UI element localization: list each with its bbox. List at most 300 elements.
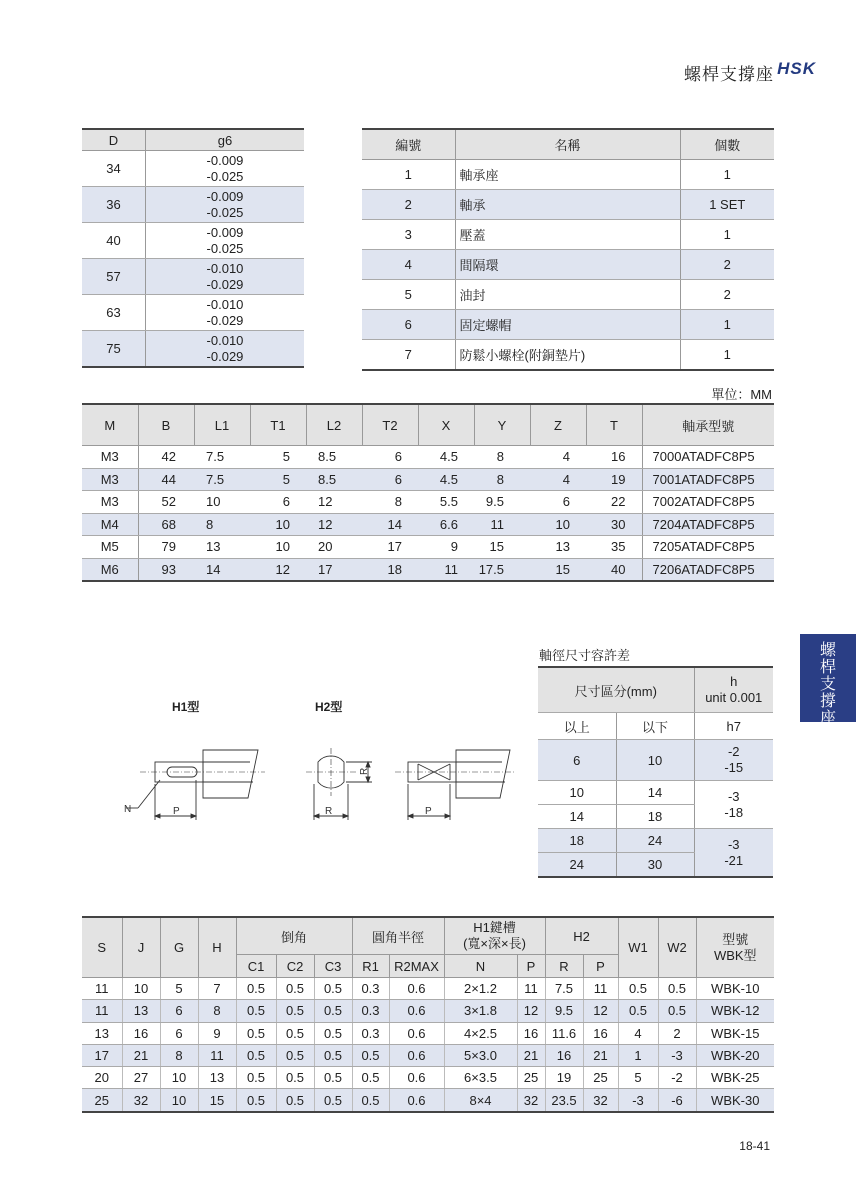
col-header-name: 名稱 xyxy=(455,129,680,160)
wbk-cell: 16 xyxy=(517,1022,545,1044)
dimension-table xyxy=(82,403,774,582)
h-unit-header xyxy=(694,667,773,713)
wbk-cell: 0.5 xyxy=(236,978,276,1000)
part-qty-cell: 1 xyxy=(680,160,774,190)
d-cell: 63 xyxy=(82,295,145,331)
col-header-no: 編號 xyxy=(362,129,455,160)
dimension-cell: 52 xyxy=(138,491,194,514)
wbk-cell: 11 xyxy=(82,978,122,1000)
wbk-cell: 11.6 xyxy=(545,1022,583,1044)
wbk-cell: WBK-30 xyxy=(696,1089,774,1112)
above-header: 以上 xyxy=(538,713,616,740)
wbk-cell: 0.6 xyxy=(389,1089,444,1112)
part-name-cell: 間隔環 xyxy=(455,250,680,280)
dimension-cell: 9.5 xyxy=(474,491,530,514)
dimension-cell: M4 xyxy=(82,513,138,536)
part-no-cell: 7 xyxy=(362,340,455,371)
g6-lower: -0.025 xyxy=(206,240,244,256)
wbk-cell: 32 xyxy=(517,1089,545,1112)
part-qty-cell: 1 xyxy=(723,347,731,362)
wbk-cell: 0.6 xyxy=(389,978,444,1000)
dimension-cell: 7205ATADFC8P5 xyxy=(642,536,774,559)
wbk-cell: 0.5 xyxy=(236,1089,276,1112)
dimension-cell: 15 xyxy=(474,536,530,559)
col-header-p: P xyxy=(517,955,545,978)
dimension-cell: 16 xyxy=(586,446,642,469)
h1-keyway-title: H1鍵槽 xyxy=(473,920,516,935)
dimension-cell: 11 xyxy=(474,513,530,536)
dimension-cell: 8 xyxy=(362,491,418,514)
g6-lower: -0.025 xyxy=(206,204,244,220)
dimension-cell: 10 xyxy=(530,513,586,536)
d-cell: 75 xyxy=(82,331,145,368)
d-cell: 34 xyxy=(82,151,145,187)
tolerance-upper: -3 xyxy=(727,836,740,852)
wbk-cell: 3×1.8 xyxy=(444,1000,517,1022)
dimension-cell: 20 xyxy=(306,536,362,559)
dimension-cell: 12 xyxy=(306,513,362,536)
dimension-cell: 15 xyxy=(530,558,586,581)
wbk-cell: 8 xyxy=(160,1044,198,1066)
g6-cell xyxy=(145,151,304,187)
part-no-cell: 6 xyxy=(362,310,455,340)
table-row xyxy=(82,1067,774,1089)
h-header: h xyxy=(730,674,738,689)
col-header-p2: P xyxy=(583,955,618,978)
g6-cell xyxy=(145,223,304,259)
side-section-tab[interactable] xyxy=(800,634,856,727)
wbk-cell: 0.5 xyxy=(314,1000,352,1022)
part-name-cell: 壓蓋 xyxy=(455,220,680,250)
wbk-cell: 0.5 xyxy=(236,1067,276,1089)
dimension-cell: 10 xyxy=(194,491,250,514)
wbk-cell: 0.5 xyxy=(314,1022,352,1044)
wbk-cell: 0.5 xyxy=(658,978,696,1000)
range-to: 30 xyxy=(616,853,694,878)
brand-logo: HSK xyxy=(777,59,816,78)
table-row xyxy=(82,536,774,559)
dimension-cell: 4 xyxy=(530,446,586,469)
wbk-cell: 0.5 xyxy=(276,1067,314,1089)
dimension-cell: M6 xyxy=(82,558,138,581)
model-sub: WBK型 xyxy=(713,947,757,963)
dimension-cell: 40 xyxy=(586,558,642,581)
part-no-cell: 1 xyxy=(362,160,455,190)
table-row xyxy=(362,250,774,280)
tolerance-value-cell xyxy=(694,740,773,781)
wbk-cell: 0.5 xyxy=(352,1044,389,1066)
model-title: 型號 xyxy=(722,931,749,947)
wbk-cell: 11 xyxy=(517,978,545,1000)
h1-shaft-drawing xyxy=(124,750,265,820)
wbk-cell: 25 xyxy=(82,1089,122,1112)
tolerance-value-cell xyxy=(694,781,773,829)
wbk-cell: 0.5 xyxy=(314,1044,352,1066)
tolerance-table xyxy=(538,666,773,878)
dimension-cell: M3 xyxy=(82,468,138,491)
col-header: X xyxy=(418,404,474,446)
part-no-cell: 5 xyxy=(362,280,455,310)
h2-type-label: H2型 xyxy=(315,700,343,714)
shaft-tolerance-body xyxy=(82,151,304,368)
h2-end-view xyxy=(306,748,372,820)
wbk-cell: 27 xyxy=(122,1067,160,1089)
col-header-c2: C2 xyxy=(276,955,314,978)
g6-lower: -0.029 xyxy=(206,276,244,292)
wbk-dimension-table xyxy=(82,916,774,1113)
g6-upper: -0.009 xyxy=(206,188,244,204)
wbk-cell: 21 xyxy=(122,1044,160,1066)
dimension-cell: 30 xyxy=(586,513,642,536)
wbk-cell: 0.5 xyxy=(276,1089,314,1112)
wbk-cell: 15 xyxy=(198,1089,236,1112)
table-row xyxy=(82,1022,774,1044)
wbk-cell: 13 xyxy=(82,1022,122,1044)
wbk-cell: 11 xyxy=(583,978,618,1000)
side-tab-label: 螺桿支撐座 xyxy=(819,642,836,727)
table-row xyxy=(82,295,304,331)
part-qty-cell: 2 xyxy=(680,250,774,280)
dimension-cell: 6 xyxy=(250,491,306,514)
wbk-cell: 0.6 xyxy=(389,1000,444,1022)
col-header-c3: C3 xyxy=(314,955,352,978)
dimension-cell: 12 xyxy=(306,491,362,514)
wbk-cell: 6×3.5 xyxy=(444,1067,517,1089)
wbk-cell: 1 xyxy=(618,1044,658,1066)
dimension-cell: 79 xyxy=(138,536,194,559)
part-qty-cell: 1 SET xyxy=(680,190,774,220)
dimension-cell: 13 xyxy=(530,536,586,559)
part-name-cell: 軸承座 xyxy=(455,160,680,190)
dimension-cell: 8 xyxy=(194,513,250,536)
wbk-cell: 0.5 xyxy=(314,1089,352,1112)
dimension-cell: 5 xyxy=(250,446,306,469)
h1-type-label: H1型 xyxy=(172,700,200,714)
wbk-cell: 0.5 xyxy=(276,1022,314,1044)
page-number: 18-41 xyxy=(739,1139,770,1153)
table-row xyxy=(362,310,774,340)
dimension-cell: 7204ATADFC8P5 xyxy=(642,513,774,536)
wbk-cell: WBK-20 xyxy=(696,1044,774,1066)
table-row xyxy=(362,160,774,190)
range-from: 18 xyxy=(538,829,616,853)
col-header-qty: 個數 xyxy=(680,129,774,160)
dimension-cell: 12 xyxy=(250,558,306,581)
g6-lower: -0.029 xyxy=(206,348,244,364)
table-row xyxy=(362,280,774,310)
shaft-end-diagram xyxy=(110,740,520,830)
wbk-cell: 16 xyxy=(545,1044,583,1066)
col-header-r1: R1 xyxy=(352,955,389,978)
dimension-cell: M3 xyxy=(82,491,138,514)
wbk-cell: 13 xyxy=(198,1067,236,1089)
part-qty-cell: 1 xyxy=(680,220,774,250)
table-row xyxy=(82,978,774,1000)
dimension-body xyxy=(82,446,774,582)
part-no-cell: 4 xyxy=(362,250,455,280)
parts-body xyxy=(362,160,774,371)
wbk-body xyxy=(82,978,774,1112)
wbk-cell: 0.6 xyxy=(389,1022,444,1044)
dimension-cell: 11 xyxy=(418,558,474,581)
h2-r-bottom-label: R xyxy=(325,806,333,817)
dimension-cell: 93 xyxy=(138,558,194,581)
g6-upper: -0.009 xyxy=(206,152,244,168)
wbk-cell: 2×1.2 xyxy=(444,978,517,1000)
dimension-cell: 7000ATADFC8P5 xyxy=(642,446,774,469)
wbk-cell: 12 xyxy=(517,1000,545,1022)
g6-upper: -0.009 xyxy=(206,224,244,240)
col-header-w2: W2 xyxy=(658,917,696,978)
col-header-c1: C1 xyxy=(236,955,276,978)
wbk-cell: -3 xyxy=(618,1089,658,1112)
range-from: 6 xyxy=(538,740,616,781)
wbk-cell: 0.5 xyxy=(276,1044,314,1066)
dimension-cell: 17 xyxy=(362,536,418,559)
part-name-cell: 防鬆小螺栓(附銅墊片) xyxy=(455,340,680,371)
g6-cell xyxy=(145,295,304,331)
wbk-cell: 0.3 xyxy=(352,1022,389,1044)
col-header-model xyxy=(696,917,774,978)
table-row xyxy=(362,220,774,250)
dimension-cell: 17.5 xyxy=(474,558,530,581)
dimension-cell: 44 xyxy=(138,468,194,491)
dimension-cell: 68 xyxy=(138,513,194,536)
dimension-cell: 10 xyxy=(250,513,306,536)
wbk-cell: 12 xyxy=(583,1000,618,1022)
wbk-cell: 11 xyxy=(82,1000,122,1022)
wbk-cell: WBK-15 xyxy=(696,1022,774,1044)
dimension-cell: 4.5 xyxy=(418,468,474,491)
range-from: 24 xyxy=(538,853,616,878)
dimension-cell: 5 xyxy=(250,468,306,491)
tolerance-lower: -18 xyxy=(724,804,744,820)
table-row xyxy=(82,446,774,469)
table-row xyxy=(82,259,304,295)
g6-cell xyxy=(145,331,304,368)
col-header-n: N xyxy=(444,955,517,978)
col-header-j: J xyxy=(122,917,160,978)
range-to: 24 xyxy=(616,829,694,853)
col-header-h1-keyway xyxy=(444,917,545,955)
tolerance-value-cell xyxy=(694,829,773,878)
dimension-cell: 18 xyxy=(362,558,418,581)
wbk-cell: 32 xyxy=(583,1089,618,1112)
wbk-cell: 5×3.0 xyxy=(444,1044,517,1066)
wbk-cell: 6 xyxy=(160,1022,198,1044)
wbk-cell: 23.5 xyxy=(545,1089,583,1112)
g6-cell xyxy=(145,259,304,295)
col-header-r2max: R2MAX xyxy=(389,955,444,978)
wbk-cell: WBK-25 xyxy=(696,1067,774,1089)
col-header: L2 xyxy=(306,404,362,446)
tolerance-upper: -2 xyxy=(727,744,740,759)
wbk-cell: 16 xyxy=(583,1022,618,1044)
table-row xyxy=(82,513,774,536)
col-header-s: S xyxy=(82,917,122,978)
col-header-g6: g6 xyxy=(145,129,304,151)
dimension-cell: 7.5 xyxy=(194,446,250,469)
table-row xyxy=(362,340,774,371)
h2-r-side-label: R xyxy=(359,767,370,775)
wbk-cell: 4 xyxy=(618,1022,658,1044)
wbk-cell: 0.3 xyxy=(352,978,389,1000)
dimension-cell: 5.5 xyxy=(418,491,474,514)
range-to: 14 xyxy=(616,781,694,805)
dimension-cell: 8.5 xyxy=(306,446,362,469)
col-header-h: H xyxy=(198,917,236,978)
parts-table xyxy=(362,128,774,371)
wbk-cell: 10 xyxy=(122,978,160,1000)
wbk-cell: WBK-10 xyxy=(696,978,774,1000)
part-name-cell: 軸承 xyxy=(455,190,680,220)
col-header-g: G xyxy=(160,917,198,978)
col-header: Y xyxy=(474,404,530,446)
h1-n-label: N xyxy=(124,804,132,815)
dimension-cell: 17 xyxy=(306,558,362,581)
dimension-cell: 14 xyxy=(362,513,418,536)
wbk-cell: 19 xyxy=(545,1067,583,1089)
wbk-cell: 0.5 xyxy=(352,1089,389,1112)
wbk-cell: 8×4 xyxy=(444,1089,517,1112)
table-row xyxy=(82,151,304,187)
col-header: M xyxy=(82,404,138,446)
wbk-cell: -2 xyxy=(658,1067,696,1089)
wbk-cell: 0.5 xyxy=(236,1000,276,1022)
grade-header: h7 xyxy=(694,713,773,740)
dimension-cell: 8.5 xyxy=(306,468,362,491)
dimension-cell: 8 xyxy=(474,446,530,469)
g6-lower: -0.025 xyxy=(206,168,244,184)
wbk-cell: 6 xyxy=(160,1000,198,1022)
wbk-cell: 5 xyxy=(160,978,198,1000)
range-header: 尺寸區分(mm) xyxy=(538,667,694,713)
table-row xyxy=(82,1089,774,1112)
wbk-cell: 9 xyxy=(198,1022,236,1044)
dimension-cell: 4.5 xyxy=(418,446,474,469)
dimension-cell: 7002ATADFC8P5 xyxy=(642,491,774,514)
wbk-cell: 2 xyxy=(658,1022,696,1044)
range-from: 14 xyxy=(538,805,616,829)
col-header: L1 xyxy=(194,404,250,446)
dimension-cell: 7206ATADFC8P5 xyxy=(642,558,774,581)
wbk-cell: 9.5 xyxy=(545,1000,583,1022)
d-cell: 40 xyxy=(82,223,145,259)
part-no-cell: 3 xyxy=(362,220,455,250)
dimension-cell: 4 xyxy=(530,468,586,491)
col-header-r: R xyxy=(545,955,583,978)
wbk-cell: 0.5 xyxy=(314,978,352,1000)
wbk-cell: 7.5 xyxy=(545,978,583,1000)
table-row xyxy=(82,1000,774,1022)
g6-upper: -0.010 xyxy=(206,296,244,312)
wbk-cell: 11 xyxy=(198,1044,236,1066)
wbk-cell: 0.5 xyxy=(618,978,658,1000)
g6-upper: -0.010 xyxy=(206,260,244,276)
tolerance-title: 軸徑尺寸容許差 xyxy=(539,648,631,663)
wbk-cell: 0.5 xyxy=(236,1022,276,1044)
range-to: 18 xyxy=(616,805,694,829)
dimension-cell: 19 xyxy=(586,468,642,491)
wbk-cell: 0.5 xyxy=(314,1067,352,1089)
dimension-header-row xyxy=(82,404,774,446)
col-header-h2: H2 xyxy=(545,917,618,955)
unit-header: unit 0.001 xyxy=(705,690,763,705)
part-name-cell: 油封 xyxy=(455,280,680,310)
dimension-cell: 35 xyxy=(586,536,642,559)
wbk-cell: 0.5 xyxy=(276,978,314,1000)
wbk-cell: 0.5 xyxy=(276,1000,314,1022)
wbk-cell: 16 xyxy=(122,1022,160,1044)
wbk-cell: 7 xyxy=(198,978,236,1000)
g6-cell xyxy=(145,187,304,223)
wbk-cell: -6 xyxy=(658,1089,696,1112)
dimension-cell: 7001ATADFC8P5 xyxy=(642,468,774,491)
col-header-round: 圓角半徑 xyxy=(352,917,444,955)
wbk-cell: 0.5 xyxy=(658,1000,696,1022)
range-to: 10 xyxy=(616,740,694,781)
col-header: Z xyxy=(530,404,586,446)
table-row xyxy=(82,558,774,581)
h2-p-label: P xyxy=(425,806,432,817)
tolerance-lower: -15 xyxy=(724,760,744,775)
table-row xyxy=(362,190,774,220)
wbk-cell: 21 xyxy=(517,1044,545,1066)
part-no-cell: 2 xyxy=(362,190,455,220)
col-header: T2 xyxy=(362,404,418,446)
col-header: 軸承型號 xyxy=(642,404,774,446)
dimension-cell: 6 xyxy=(362,446,418,469)
dimension-cell: 22 xyxy=(586,491,642,514)
col-header: T xyxy=(586,404,642,446)
col-header: T1 xyxy=(250,404,306,446)
h1-keyway-sub: (寬×深×長) xyxy=(463,936,526,951)
dimension-cell: 6 xyxy=(362,468,418,491)
col-header-w1: W1 xyxy=(618,917,658,978)
shaft-tolerance-table xyxy=(82,128,304,368)
h1-p-label: P xyxy=(173,806,180,817)
part-name-cell: 固定螺帽 xyxy=(455,310,680,340)
wbk-cell: 13 xyxy=(122,1000,160,1022)
dimension-cell: 6.6 xyxy=(418,513,474,536)
dimension-cell: M3 xyxy=(82,446,138,469)
wbk-cell: -3 xyxy=(658,1044,696,1066)
col-header-d: D xyxy=(82,129,145,151)
dimension-cell: 10 xyxy=(250,536,306,559)
wbk-cell: 21 xyxy=(583,1044,618,1066)
d-cell: 36 xyxy=(82,187,145,223)
tolerance-lower: -21 xyxy=(724,852,744,868)
wbk-cell: 0.3 xyxy=(352,1000,389,1022)
d-cell: 57 xyxy=(82,259,145,295)
col-header-chamfer: 倒角 xyxy=(236,917,352,955)
table-row xyxy=(82,468,774,491)
dimension-cell: 14 xyxy=(194,558,250,581)
wbk-cell: 4×2.5 xyxy=(444,1022,517,1044)
table-row xyxy=(82,223,304,259)
table-row xyxy=(82,331,304,368)
wbk-cell: 0.6 xyxy=(389,1044,444,1066)
wbk-cell: 5 xyxy=(618,1067,658,1089)
wbk-cell: 20 xyxy=(82,1067,122,1089)
g6-lower: -0.029 xyxy=(206,312,244,328)
table-row xyxy=(82,187,304,223)
table-row xyxy=(82,1044,774,1066)
wbk-cell: 32 xyxy=(122,1089,160,1112)
unit-label: 單位：MM xyxy=(711,387,772,402)
section-title: 螺桿支撐座 xyxy=(684,65,774,84)
h2-side-view xyxy=(395,750,515,820)
